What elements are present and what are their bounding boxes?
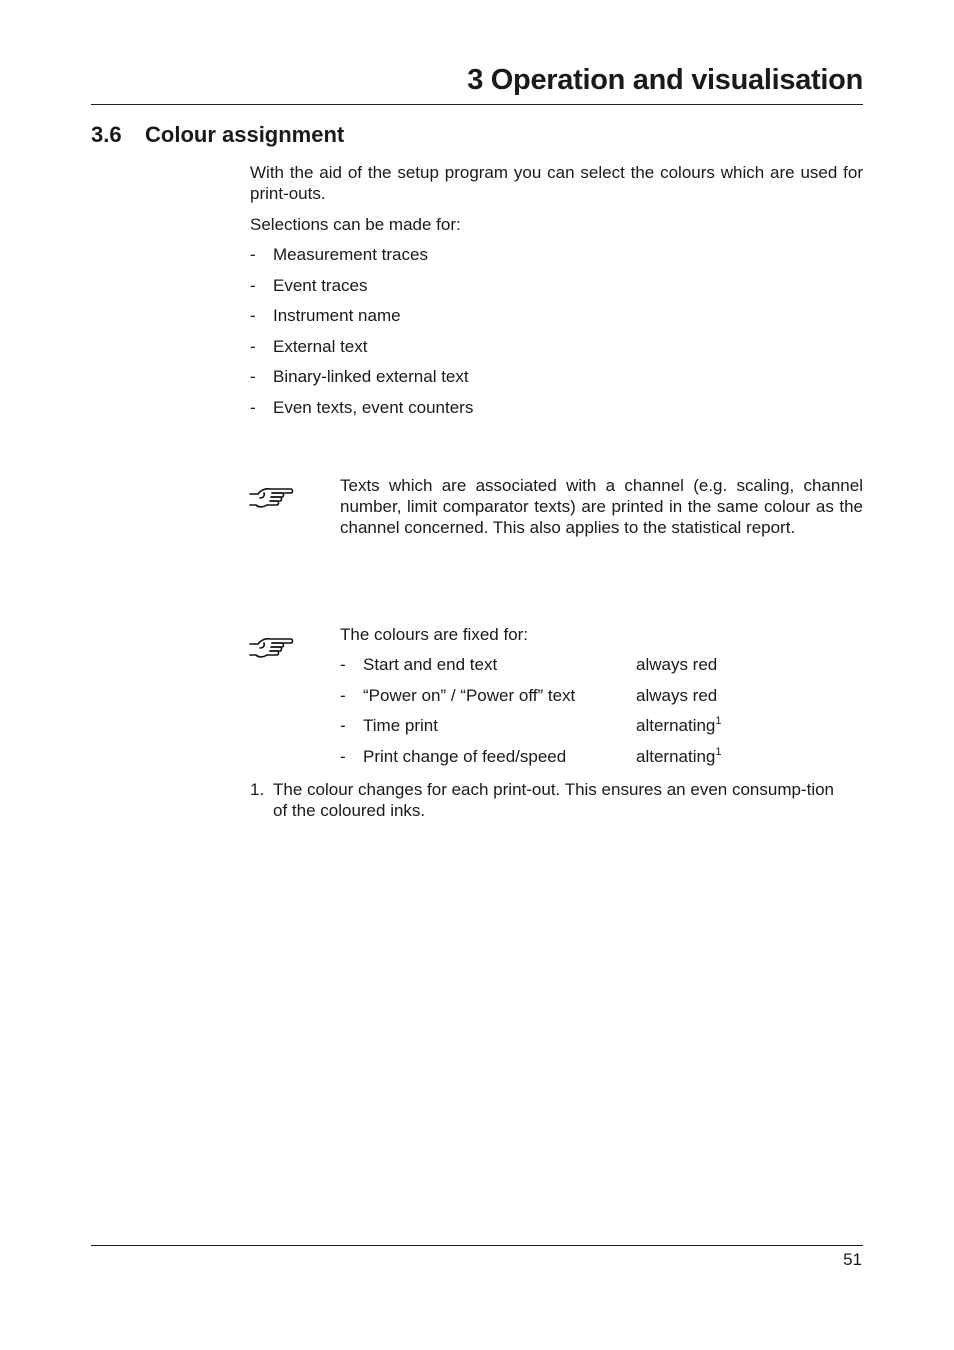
pointing-hand-icon bbox=[248, 486, 294, 514]
chapter-title: 3 Operation and visualisation bbox=[467, 64, 863, 96]
fixed-colours-label: The colours are fixed for: bbox=[340, 625, 529, 644]
colour-value: alternating$^1$ bbox=[636, 745, 722, 766]
selections-label: Selections can be made for: bbox=[250, 215, 461, 234]
list-item: - Time print alternating$^1$ bbox=[340, 715, 722, 735]
note-text: Texts which are associated with a channel (e.g. scaling, channel number, limit comparator texts) are printed in the same colour as the channel concerned. This also applies to the statistical report. bbox=[340, 476, 863, 537]
header-rule bbox=[91, 104, 863, 105]
list-item: - Print change of feed/speed alternating$^1$ bbox=[340, 745, 722, 766]
footnote bbox=[250, 779, 850, 821]
section-title: Colour assignment bbox=[145, 122, 345, 147]
footnote-number: 1. bbox=[250, 780, 265, 799]
list-item: - Even texts, event counters bbox=[250, 397, 474, 417]
section-number: 3.6 bbox=[91, 122, 122, 147]
selections-list bbox=[250, 244, 473, 427]
list-item: - Measurement traces bbox=[250, 245, 428, 264]
footnote-ref: 1 bbox=[715, 715, 722, 727]
list-item: - Event traces bbox=[250, 275, 368, 295]
list-item: - “Power on” / “Power off” text always red bbox=[340, 685, 718, 705]
footnote-ref: 1 bbox=[715, 745, 722, 758]
pointing-hand-icon bbox=[248, 636, 294, 664]
list-item: - Start and end text always red bbox=[340, 655, 718, 674]
list-item: - Instrument name bbox=[250, 306, 401, 325]
list-item: - External text bbox=[250, 336, 368, 356]
colour-value: always red bbox=[636, 655, 718, 674]
fixed-colours-list bbox=[340, 654, 863, 776]
footer-rule bbox=[91, 1245, 863, 1246]
footnote-text: The colour changes for each print-out. This ensures an even consump-tion of the coloured inks. bbox=[273, 780, 834, 820]
section-heading bbox=[91, 122, 344, 148]
intro-paragraph: With the aid of the setup program you can select the colours which are used for print-outs. bbox=[250, 163, 863, 203]
page-number: 51 bbox=[843, 1250, 862, 1269]
list-item: - Binary-linked external text bbox=[250, 367, 469, 386]
colour-value: alternating$^1$ bbox=[636, 715, 722, 735]
colour-value: always red bbox=[636, 685, 718, 705]
